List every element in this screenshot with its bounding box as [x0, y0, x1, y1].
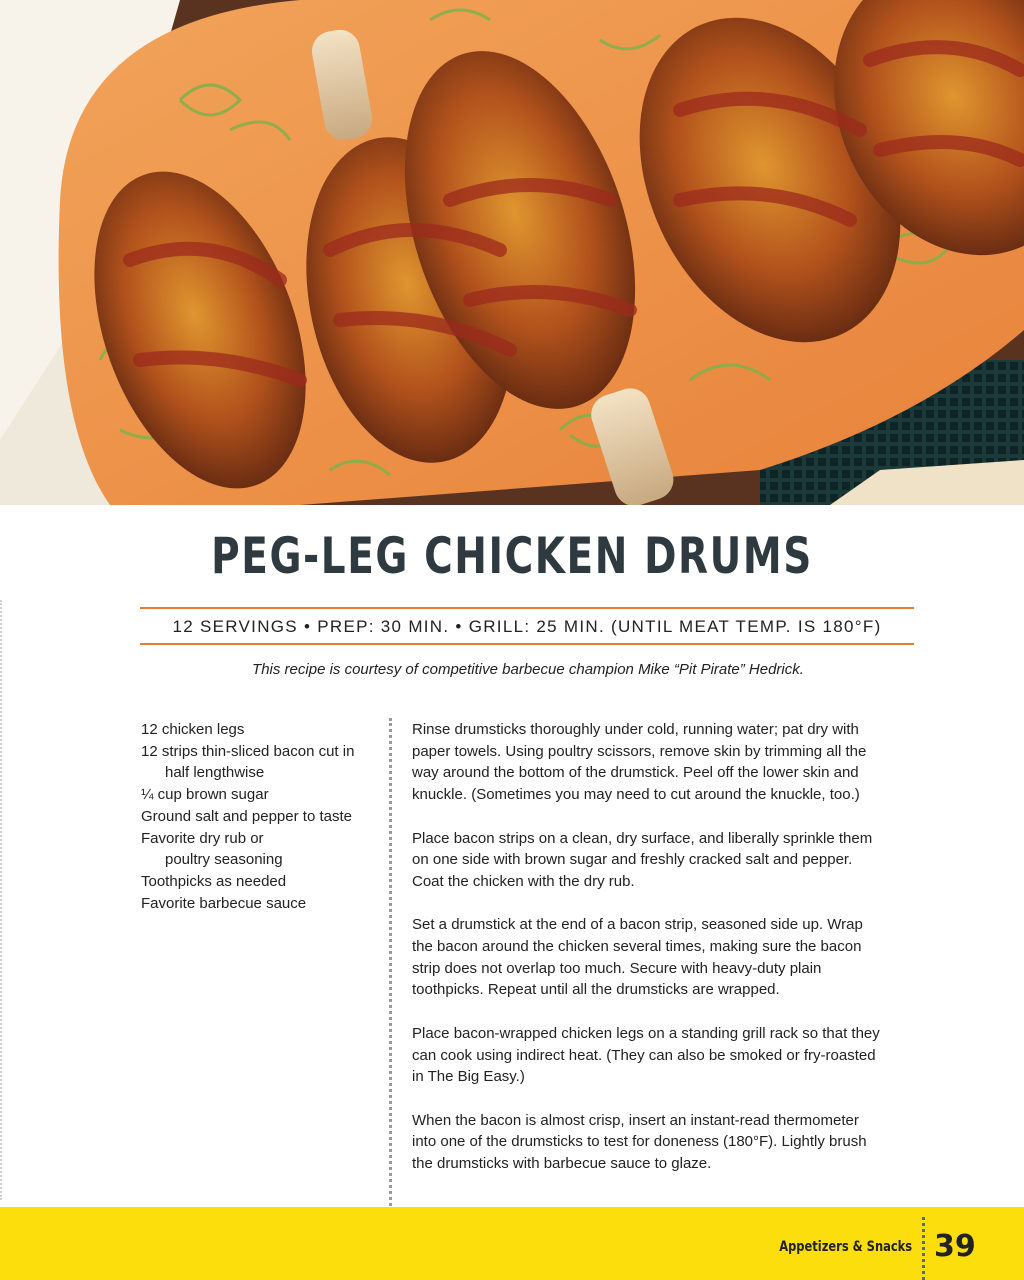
direction-line: toothpicks. Repeat until all the drumsticks are wrapped. [412, 981, 780, 999]
ingredient-item: Favorite dry rub or [141, 829, 264, 847]
direction-line: Rinse drumsticks thoroughly under cold, running water; pat dry with [412, 721, 859, 738]
direction-step [412, 914, 922, 1001]
directions [412, 719, 922, 1196]
page-number: 39 [934, 1229, 976, 1264]
recipe-meta: 12 SERVINGS • PREP: 30 MIN. • GRILL: 25 MIN. (UNTIL MEAT TEMP. IS 180°F) [172, 617, 882, 636]
direction-step [412, 1110, 922, 1175]
direction-line: way around the bottom of the drumstick. Peel off the lower skin and [412, 764, 859, 782]
direction-line: Coat the chicken with the dry rub. [412, 872, 635, 890]
recipe-credit: This recipe is courtesy of competitive barbecue champion Mike “Pit Pirate” Hedrick. [252, 661, 804, 678]
direction-line: can cook using indirect heat. (They can also be smoked or fry-roasted [412, 1046, 876, 1064]
column-divider [389, 718, 392, 1206]
direction-line: Place bacon strips on a clean, dry surface, and liberally sprinkle them [412, 829, 873, 847]
page-edge-dots [0, 600, 2, 1200]
direction-line: When the bacon is almost crisp, insert an instant-read thermometer [412, 1111, 859, 1129]
chicken-drumsticks-image [0, 0, 1024, 505]
direction-step [412, 1023, 922, 1088]
ingredient-item: 12 strips thin-sliced bacon cut in [141, 742, 355, 760]
ingredient-item: Ground salt and pepper to taste [141, 807, 352, 825]
ingredient-item: 12 chicken legs [141, 721, 245, 738]
ingredient-item: half lengthwise [165, 764, 265, 782]
direction-step [412, 828, 922, 893]
ingredient-item: Favorite barbecue sauce [141, 894, 307, 912]
direction-line: in The Big Easy.) [412, 1068, 525, 1086]
direction-line: the bacon around the chicken several times, making sure the bacon [412, 938, 862, 955]
orange-rule-top [140, 607, 914, 609]
direction-line: the drumsticks with barbecue sauce to glaze. [412, 1155, 712, 1172]
ingredient-item: poultry seasoning [165, 851, 283, 869]
direction-line: strip does not overlap too much. Secure with heavy-duty plain [412, 959, 822, 977]
section-name: Appetizers & Snacks [779, 1239, 912, 1255]
ingredient-item: ¼ cup brown sugar [141, 786, 269, 804]
direction-line: on one side with brown sugar and freshly cracked salt and pepper. [412, 851, 853, 869]
direction-line: into one of the drumsticks to test for doneness (180°F). Lightly brush [412, 1133, 867, 1151]
direction-step [412, 719, 922, 806]
page-footer [0, 1207, 1024, 1280]
direction-line: Set a drumstick at the end of a bacon strip, seasoned side up. Wrap [412, 916, 863, 934]
direction-line: paper towels. Using poultry scissors, remove skin by trimming all the [412, 742, 867, 760]
ingredients-list [141, 719, 381, 914]
footer-divider [922, 1217, 925, 1280]
recipe-title: PEG-LEG CHICKEN DRUMS [211, 527, 813, 585]
direction-line: Place bacon-wrapped chicken legs on a standing grill rack so that they [412, 1024, 880, 1042]
direction-line: knuckle. (Sometimes you may need to cut around the knuckle, too.) [412, 786, 860, 804]
orange-rule-bottom [140, 643, 914, 645]
recipe-photo [0, 0, 1024, 505]
ingredient-item: Toothpicks as needed [141, 872, 287, 890]
